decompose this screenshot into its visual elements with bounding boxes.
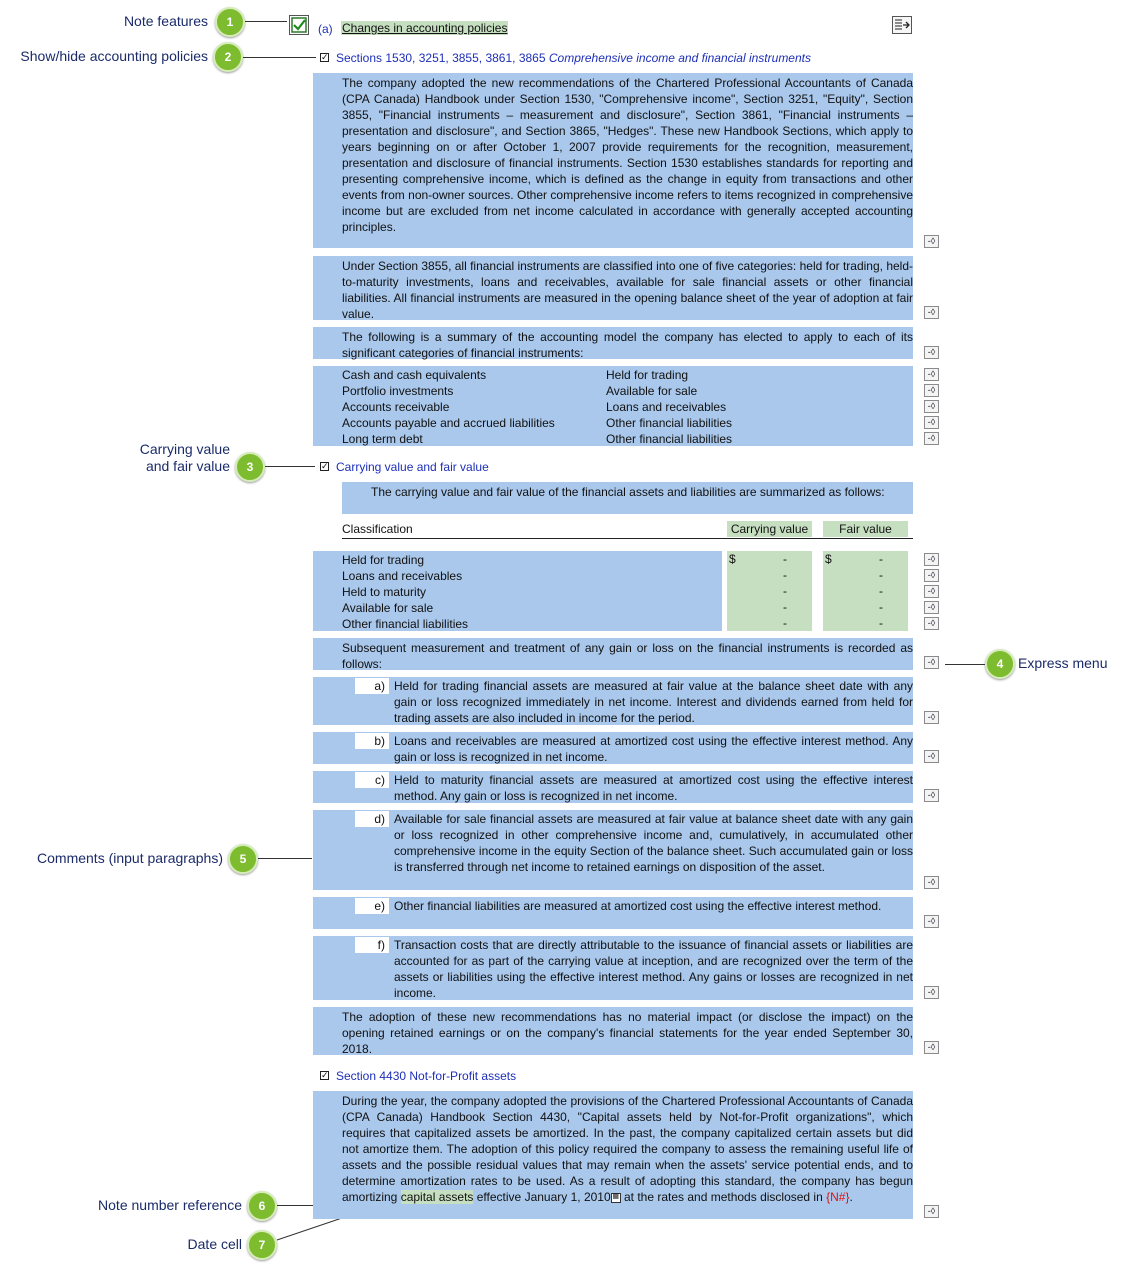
table-row: Long term debt <box>342 432 423 446</box>
callout-badge-2: 2 <box>213 42 243 72</box>
express-menu-icon[interactable]: -◊ <box>924 569 939 582</box>
comment-paragraph-6[interactable]: The adoption of these new recommendations has no material impact (or disclose the impact) on the opening retained earnings or on the company's financial statements for the year ended September 30, 2018. <box>313 1007 913 1055</box>
callout-badge-1: 1 <box>215 7 245 37</box>
express-menu-icon[interactable]: -◊ <box>924 789 939 802</box>
comment-paragraph-4[interactable]: The carrying value and fair value of the financial assets and liabilities are summarized as follows: <box>342 482 913 514</box>
fv-cell[interactable]: - <box>879 568 883 582</box>
express-menu-icon[interactable]: -◊ <box>924 553 939 566</box>
table-row: Accounts receivable <box>342 400 450 414</box>
table-row: Loans and receivables <box>606 400 727 414</box>
note-prefix: (a) <box>318 22 333 36</box>
express-menu-icon[interactable]: -◊ <box>924 400 939 413</box>
currency-sign: $ <box>825 552 832 566</box>
fv-cell[interactable]: - <box>879 600 883 614</box>
checkbox-icon[interactable]: ✓ <box>321 461 329 471</box>
fv-cell[interactable]: - <box>879 584 883 598</box>
express-menu-icon[interactable]: -◊ <box>924 585 939 598</box>
checkbox-icon[interactable]: ✓ <box>321 1070 329 1080</box>
express-menu-icon[interactable]: -◊ <box>924 368 939 381</box>
cv-cell[interactable]: - <box>783 600 787 614</box>
section-heading-nfp-assets[interactable]: Section 4430 Not-for-Profit assets <box>336 1069 517 1083</box>
express-menu-icon[interactable]: -◊ <box>924 986 939 999</box>
table-row: Available for sale <box>606 384 698 398</box>
comment-paragraph-5[interactable]: Subsequent measurement and treatment of any gain or loss on the financial instruments is recorded as follows: <box>313 638 913 670</box>
list-item-label: f) <box>355 937 389 953</box>
comment-paragraph-7[interactable]: During the year, the company adopted the provisions of the Chartered Professional Accountants of Canada (CPA Canada) Handbook Section 4430, "Capital assets held by Not-for-Profit organizations", which requires that capitalized assets be amortized. In the past, the company capitalized certain assets but did not amortize them. The adoption of this policy required the company to assess the remaining useful life of assets and the possible residual values that may remain when the assets' service potential ends, and to determine amortization rates to be used. As a result of adopting this standard, the company has begun amortizing capital assets effective January 1, 2010 ▦ at the rates and methods disclosed in {N#}. <box>313 1091 913 1219</box>
table-row: Loans and receivables <box>342 569 463 583</box>
fv-header-rule <box>342 538 913 539</box>
note-number-reference[interactable]: {N#} <box>826 1190 850 1204</box>
date-cell[interactable]: January 1, 2010 <box>524 1190 611 1204</box>
express-menu-icon[interactable]: -◊ <box>924 601 939 614</box>
express-menu-icon[interactable]: -◊ <box>924 617 939 630</box>
date-picker-icon[interactable]: ▦ <box>611 1193 621 1203</box>
express-menu-icon[interactable]: -◊ <box>924 876 939 889</box>
express-menu-icon[interactable]: -◊ <box>924 346 939 359</box>
section-heading-financial-instruments[interactable]: Sections 1530, 3251, 3855, 3861, 3865 Comprehensive income and financial instruments <box>336 51 811 65</box>
callout-label-date-cell: Date cell <box>187 1236 242 1252</box>
fv-cell[interactable]: - <box>879 616 883 630</box>
cv-cell[interactable]: - <box>783 616 787 630</box>
list-item-label: e) <box>355 898 389 914</box>
express-menu-icon[interactable]: -◊ <box>924 656 939 669</box>
callout-badge-3: 3 <box>235 452 265 482</box>
callout-label-note-features: Note features <box>123 13 208 29</box>
cv-cell[interactable]: - <box>783 584 787 598</box>
list-item-label: a) <box>355 678 389 694</box>
note-features-icon[interactable] <box>289 15 309 35</box>
express-menu-icon[interactable]: -◊ <box>924 750 939 763</box>
express-menu-icon[interactable]: -◊ <box>924 384 939 397</box>
fv-cv-column <box>727 551 812 631</box>
cv-cell[interactable]: - <box>783 552 787 566</box>
fv-col-carrying-value: Carrying value <box>727 521 812 537</box>
table-row: Held to maturity <box>342 585 427 599</box>
express-menu-icon[interactable]: -◊ <box>924 235 939 248</box>
list-item-label: d) <box>355 811 389 827</box>
list-item-label: b) <box>355 733 389 749</box>
express-menu-icon[interactable]: -◊ <box>924 416 939 429</box>
callout-label-show-hide: Show/hide accounting policies <box>20 48 208 64</box>
capital-assets-highlight[interactable]: capital assets <box>400 1190 474 1204</box>
express-menu-icon[interactable]: -◊ <box>924 1205 939 1218</box>
callout-badge-7: 7 <box>247 1230 277 1260</box>
express-menu-icon[interactable]: -◊ <box>924 1041 939 1054</box>
table-row: Cash and cash equivalents <box>342 368 487 382</box>
table-row: Other financial liabilities <box>606 416 733 430</box>
callout-badge-6: 6 <box>247 1191 277 1221</box>
callout-badge-5: 5 <box>228 844 258 874</box>
comment-paragraph-1[interactable]: The company adopted the new recommendations of the Chartered Professional Accountants of Canada (CPA Canada) Handbook under Section 1530, "Comprehensive income", Section 3251, "Equity", Section 3855, "Financial instruments – measurement and disclosure", Section 3861, "Financial instruments – presentation and disclosure", and Section 3865, "Hedges". These new Handbook Sections, which apply to years beginning on or after October 1, 2007 provide requirements for the recognition, measurement, presentation and disclosure of financial instruments. Section 1530 establishes standards for reporting and presenting comprehensive income, which is defined as the change in equity from transactions and other events from non-owner sources. Other comprehensive income refers to items recognized in comprehensive income but are excluded from net income calculated in accordance with generally accepted accounting principles. <box>313 73 913 248</box>
fv-fv-column <box>823 551 908 631</box>
table-row: Available for sale <box>342 601 434 615</box>
list-item-text[interactable]: Held to maturity financial assets are measured at amortized cost using the effective interest method. Any gain or loss is recognized in net income. <box>394 773 913 803</box>
table-row: Held for trading <box>606 368 689 382</box>
table-row: Other financial liabilities <box>606 432 733 446</box>
table-row: Accounts payable and accrued liabilities <box>342 416 555 430</box>
checkbox-icon[interactable]: ✓ <box>321 52 329 62</box>
note-title[interactable]: Changes in accounting policies <box>342 21 508 35</box>
express-menu-icon[interactable]: -◊ <box>924 432 939 445</box>
currency-sign: $ <box>729 552 736 566</box>
table-row: Other financial liabilities <box>342 617 469 631</box>
express-menu-icon[interactable]: -◊ <box>924 915 939 928</box>
list-item-text[interactable]: Transaction costs that are directly attributable to the issuance of financial assets or liabilities are accounted for as part of the carrying value at inception, and are recognized over the term of the assets or liabilities using the effective interest method. Any gains or losses are recognized in net income. <box>394 938 913 1000</box>
express-menu-icon[interactable]: -◊ <box>924 711 939 724</box>
export-icon[interactable] <box>892 16 912 34</box>
list-item-label: c) <box>355 772 389 788</box>
comment-paragraph-3[interactable]: The following is a summary of the accounting model the company has elected to apply to each of its significant categories of financial instruments: <box>313 327 913 359</box>
list-item-text[interactable]: Other financial liabilities are measured at amortized cost using the effective interest method. <box>394 899 882 913</box>
callout-badge-4: 4 <box>985 649 1015 679</box>
callout-label-comments: Comments (input paragraphs) <box>37 850 223 866</box>
table-row: Portfolio investments <box>342 384 454 398</box>
fv-cell[interactable]: - <box>879 552 883 566</box>
list-item-text[interactable]: Available for sale financial assets are measured at fair value at balance sheet date with any gain or loss recognized in other comprehensive income and, cumulatively, in accumulated other comprehensive income in the equity Section of the balance sheet. Such accumulated gain or loss is transferred through net income to retained earnings on disposition of the asset. <box>394 812 913 874</box>
section-heading-carrying-value[interactable]: Carrying value and fair value <box>336 460 489 474</box>
callout-label-express-menu: Express menu <box>1018 655 1108 671</box>
cv-cell[interactable]: - <box>783 568 787 582</box>
list-item-text[interactable]: Loans and receivables are measured at amortized cost using the effective interest method. Any gain or loss is recognized in net income. <box>394 734 913 764</box>
express-menu-icon[interactable]: -◊ <box>924 306 939 319</box>
fv-col-classification: Classification <box>342 522 413 536</box>
callout-label-note-ref: Note number reference <box>98 1197 242 1213</box>
callout-label-carrying-value: Carrying value and fair value <box>139 441 230 474</box>
comment-paragraph-2[interactable]: Under Section 3855, all financial instruments are classified into one of five categories: held for trading, held-to-maturity investments, loans and receivables, available for sale financial assets or other financial liabilities. All financial instruments are measured in the opening balance sheet of the year of adoption at fair value. <box>313 256 913 320</box>
list-item-text[interactable]: Held for trading financial assets are measured at fair value at the balance sheet date with any gain or loss recognized immediately in net income. Interest and dividends earned from held for trading assets are also included in income for the period. <box>394 679 913 725</box>
table-row: Held for trading <box>342 553 425 567</box>
fv-col-fair-value: Fair value <box>823 521 908 537</box>
